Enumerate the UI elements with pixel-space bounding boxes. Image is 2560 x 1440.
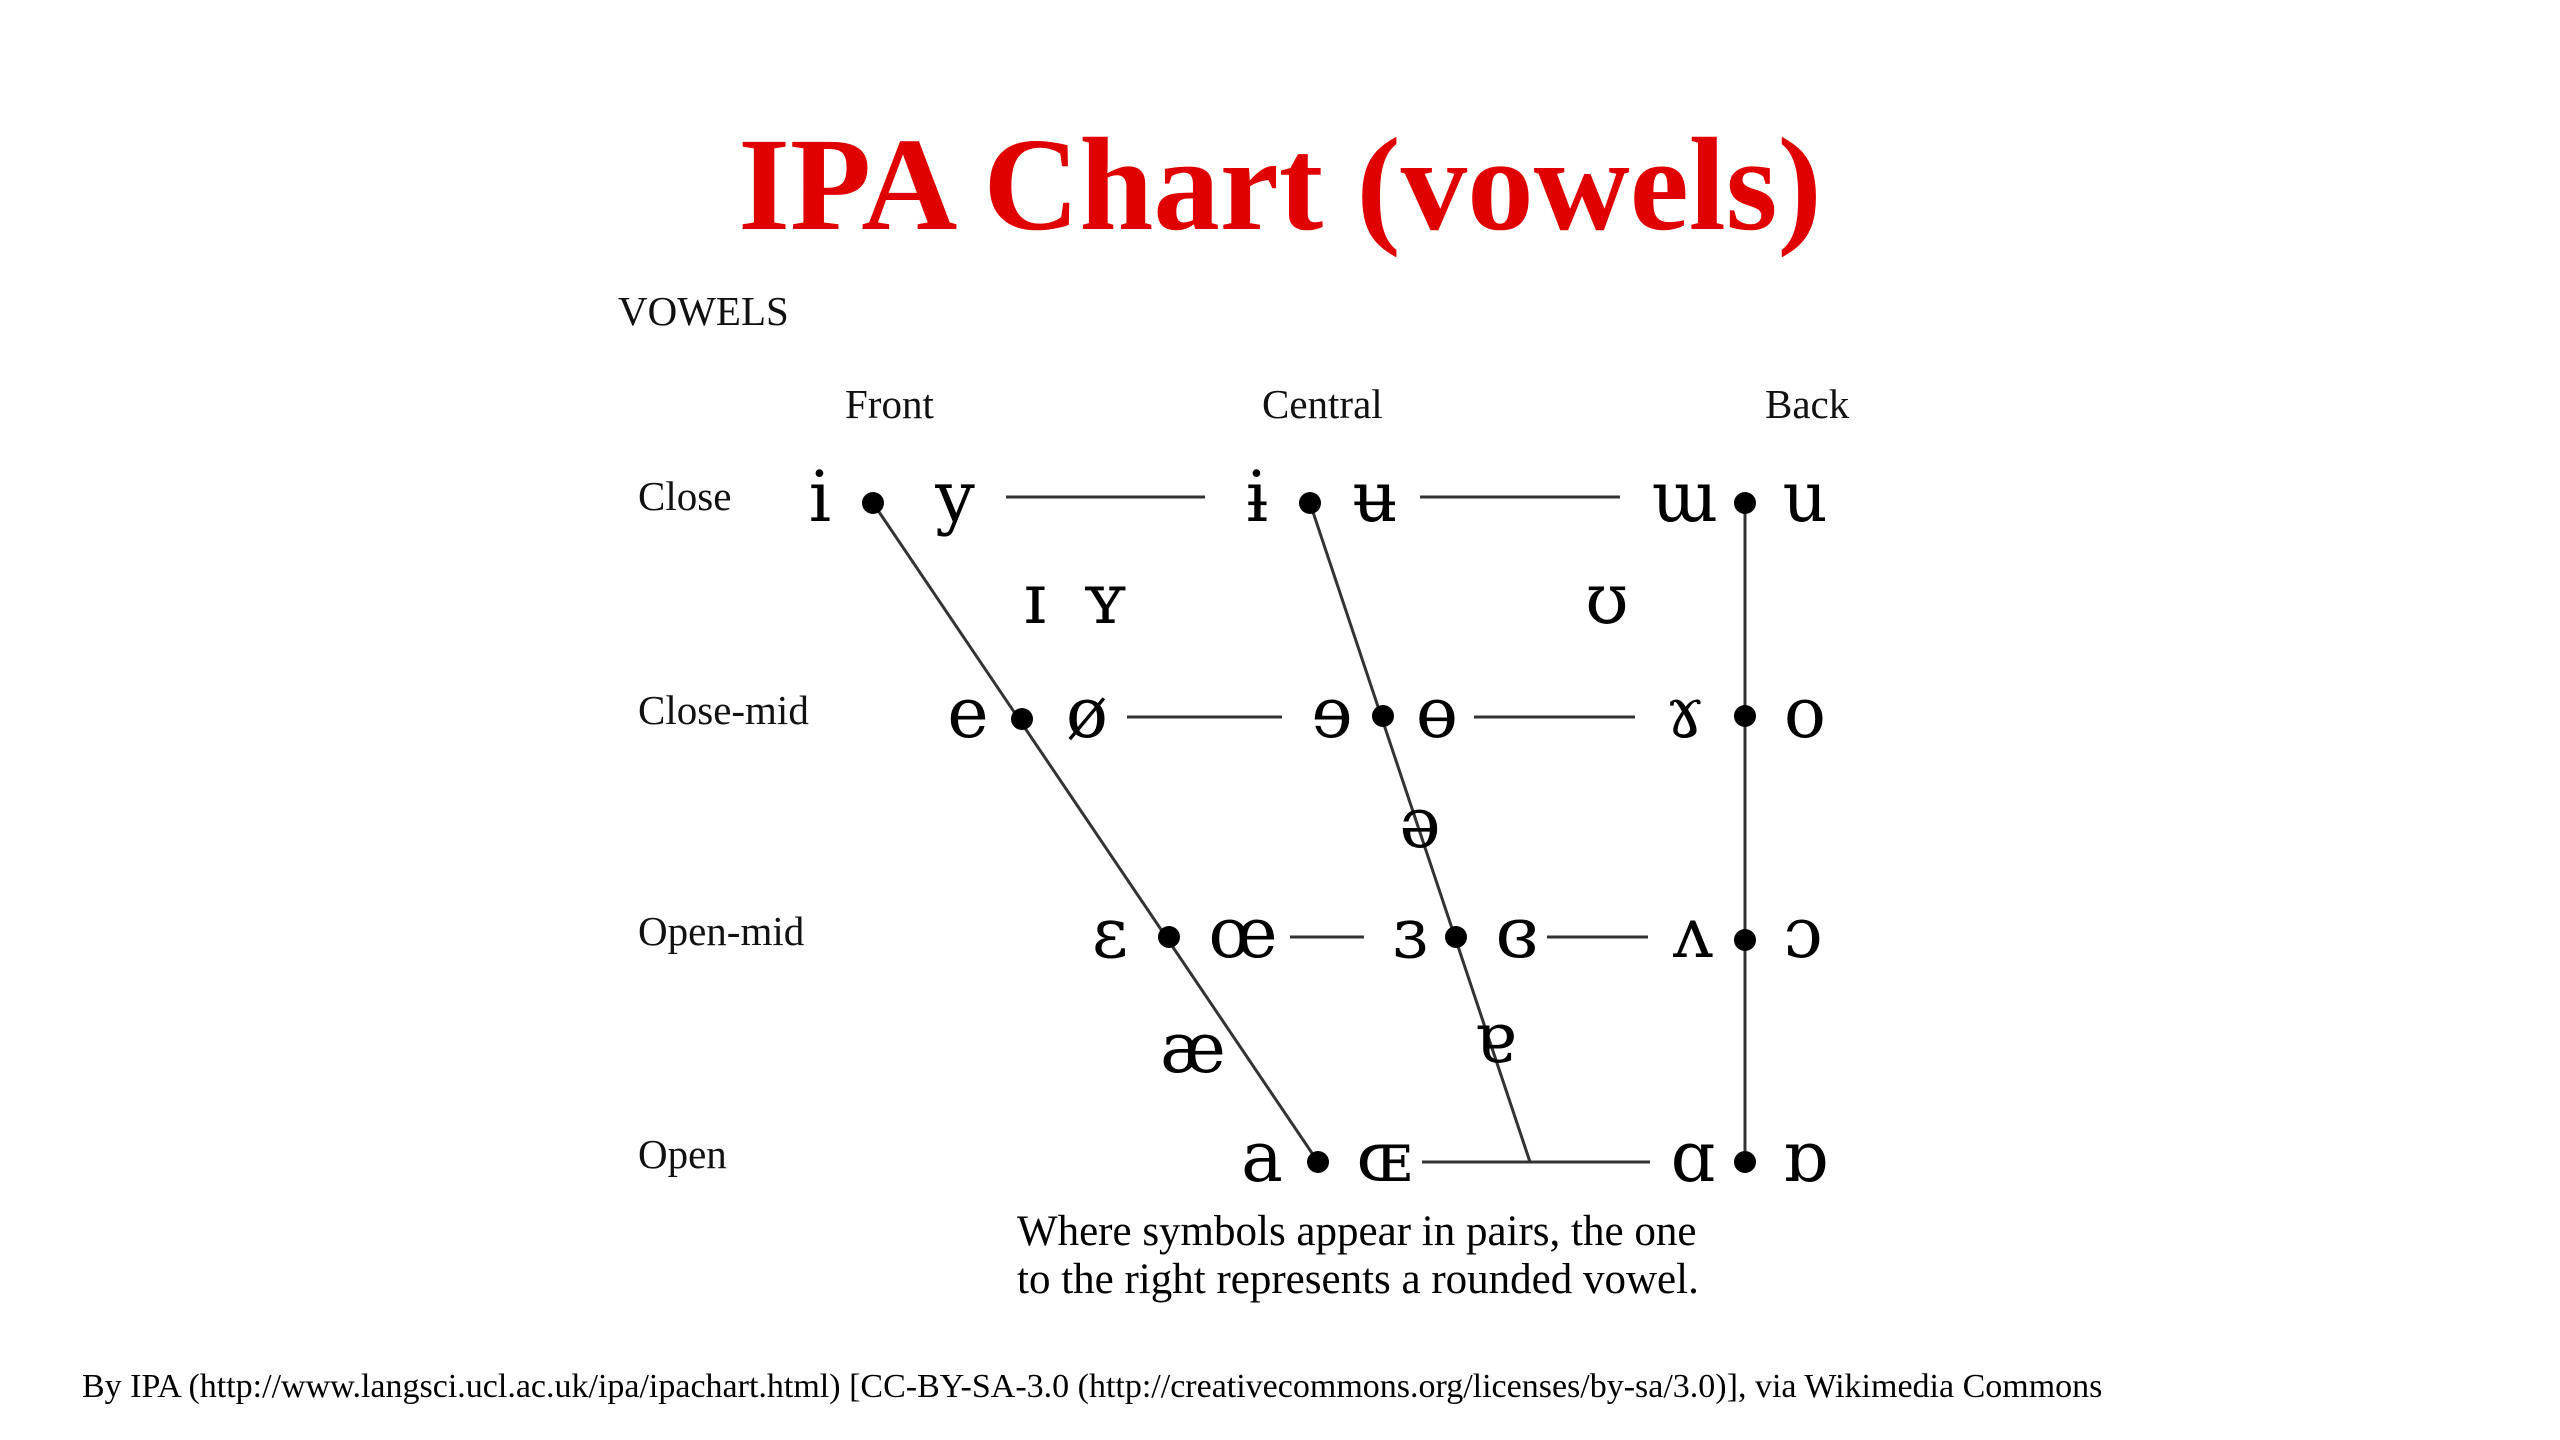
vowel-close-mid-central-rounded: ɵ	[1415, 672, 1459, 754]
vowel-close-mid-back-unrounded: ɤ	[1665, 672, 1705, 754]
dot-close-back	[1734, 492, 1756, 514]
vowel-close-central-unrounded: ɨ	[1245, 456, 1269, 538]
vowel-close-mid-front-unrounded: e	[947, 672, 989, 754]
dot-close-front	[862, 492, 884, 514]
caption-line-2: to the right represents a rounded vowel.	[1017, 1256, 1699, 1303]
vowel-open-mid-front-rounded: œ	[1208, 892, 1278, 974]
vowel-near-close-front-rounded: ʏ	[1082, 558, 1128, 640]
vowel-near-open-central: ɐ	[1474, 997, 1516, 1079]
dot-open-front	[1307, 1151, 1329, 1173]
vowel-open-front-unrounded: a	[1241, 1116, 1283, 1198]
dot-open-mid-central	[1445, 926, 1467, 948]
row-label-close-mid: Close-mid	[638, 687, 809, 733]
vowel-open-mid-front-unrounded: ɛ	[1091, 892, 1129, 974]
dot-close-mid-back	[1734, 705, 1756, 727]
caption-line-1: Where symbols appear in pairs, the one	[1017, 1208, 1697, 1255]
dot-close-central	[1299, 492, 1321, 514]
vowel-close-back-rounded: u	[1782, 456, 1828, 538]
vowel-open-back-rounded: ɒ	[1782, 1116, 1828, 1198]
vowel-open-mid-central-unrounded: ɜ	[1392, 892, 1428, 974]
vowel-mid-central: ə	[1399, 782, 1441, 864]
vowel-near-close-front-unrounded: ɪ	[1023, 558, 1047, 640]
vowel-close-front-rounded: y	[935, 456, 975, 538]
dot-open-mid-front	[1158, 926, 1180, 948]
vowel-close-mid-central-unrounded: ɘ	[1311, 672, 1353, 754]
vowel-close-front-unrounded: i	[808, 456, 832, 538]
row-label-close: Close	[638, 473, 732, 519]
vowel-near-close-back-rounded: ʊ	[1585, 558, 1629, 640]
vowel-open-mid-back-unrounded: ʌ	[1673, 892, 1713, 974]
vowel-open-mid-back-rounded: ɔ	[1783, 892, 1823, 974]
vowel-close-mid-back-rounded: o	[1783, 672, 1827, 754]
dot-close-mid-central	[1372, 705, 1394, 727]
slide-title: IPA Chart (vowels)	[738, 110, 1822, 258]
column-label-front: Front	[845, 381, 934, 427]
dot-open-mid-back	[1734, 929, 1756, 951]
vowel-open-mid-central-rounded: ɞ	[1495, 892, 1539, 974]
attribution-credit: By IPA (http://www.langsci.ucl.ac.uk/ipa/ipachart.html) [CC-BY-SA-3.0 (http://creativecommons.org/licenses/by-sa/3.0)], via Wikimedia Commons	[82, 1368, 2103, 1405]
vowel-close-central-rounded: ʉ	[1352, 456, 1398, 538]
row-label-open-mid: Open-mid	[638, 908, 805, 954]
vowel-close-mid-front-rounded: ø	[1065, 672, 1109, 754]
vowel-close-back-unrounded: ɯ	[1651, 456, 1719, 538]
column-label-back: Back	[1765, 381, 1850, 427]
dot-open-back	[1734, 1151, 1756, 1173]
vowel-open-front-rounded: ɶ	[1356, 1116, 1412, 1198]
column-label-central: Central	[1262, 381, 1383, 427]
row-label-open: Open	[638, 1131, 727, 1177]
vowel-open-back-unrounded: ɑ	[1670, 1116, 1716, 1198]
vowels-heading: VOWELS	[618, 288, 789, 334]
vowel-near-open-front-unrounded: æ	[1160, 1007, 1226, 1089]
dot-close-mid-front	[1011, 708, 1033, 730]
